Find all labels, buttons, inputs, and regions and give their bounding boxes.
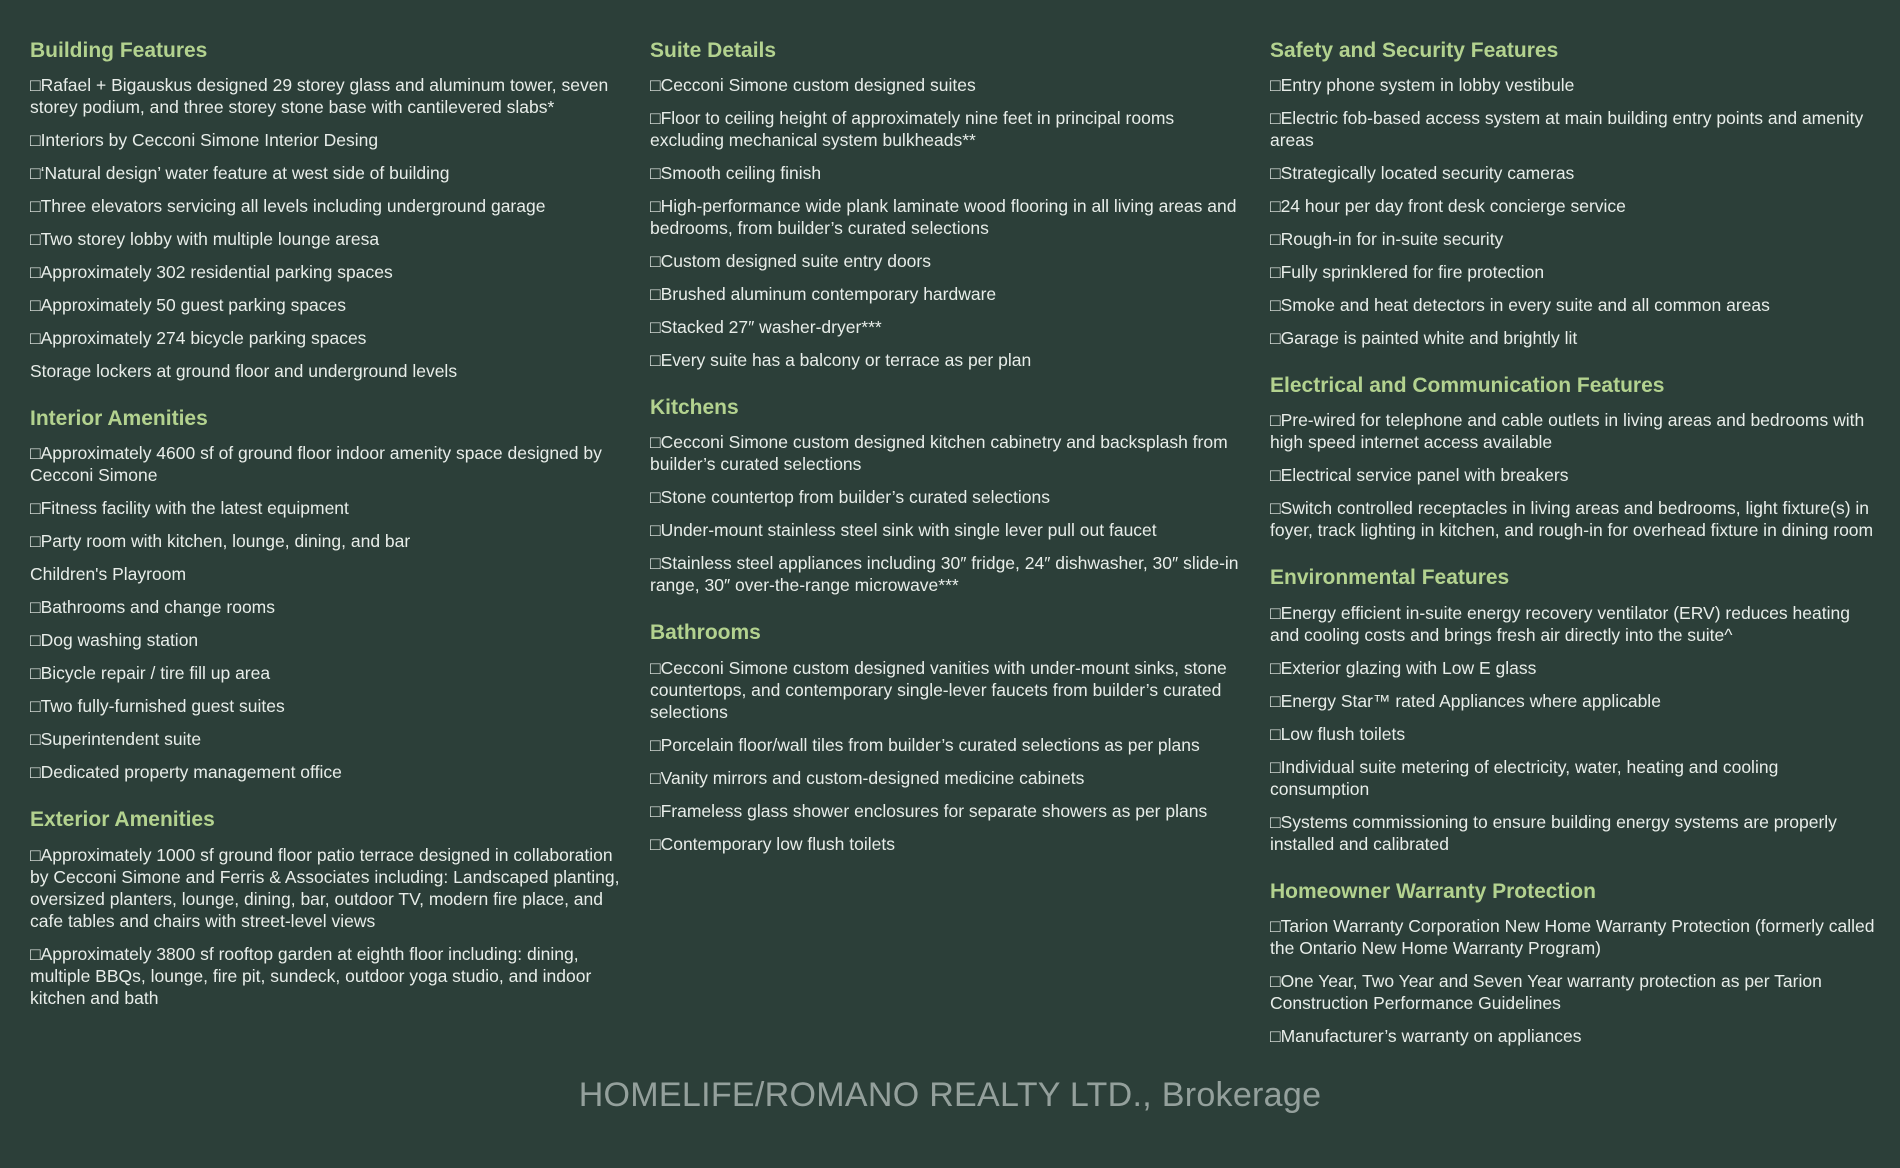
section-title: Exterior Amenities: [30, 808, 215, 832]
section-title: Safety and Security Features: [1270, 39, 1559, 62]
feature-item: □Two fully-furnished guest suites: [30, 696, 285, 717]
feature-item: □Custom designed suite entry doors: [650, 251, 931, 272]
feature-item: □Exterior glazing with Low E glass: [1270, 657, 1537, 678]
feature-item: □Electrical service panel with breakers: [1270, 465, 1569, 486]
feature-item: □Two storey lobby with multiple lounge aresa: [30, 229, 380, 250]
section-title: Building Features: [30, 39, 208, 62]
feature-item: □Party room with kitchen, lounge, dining, and bar: [30, 531, 411, 552]
feature-item: □High-performance wide plank laminate wood flooring in all living areas and bedrooms, from builder’s curated selections: [650, 196, 1237, 239]
feature-item: □Switch controlled receptacles in living areas and bedrooms, light fixture(s) in foyer, track lighting in kitchen, and rough-in for overhead fixture in dining room: [1270, 498, 1874, 541]
feature-item: □One Year, Two Year and Seven Year warranty protection as per Tarion Construction Performance Guidelines: [1270, 970, 1822, 1013]
feature-item: □‘Natural design’ water feature at west side of building: [30, 163, 450, 184]
feature-item: □Vanity mirrors and custom-designed medicine cabinets: [650, 767, 1085, 788]
feature-item: □Tarion Warranty Corporation New Home Warranty Protection (formerly called the Ontario New Home Warranty Program): [1270, 915, 1875, 958]
section-title: Electrical and Communication Features: [1270, 374, 1665, 398]
feature-item: □Three elevators servicing all levels including underground garage: [30, 196, 546, 217]
feature-section: [1270, 373, 1882, 541]
feature-item: □Stacked 27″ washer-dryer***: [650, 317, 882, 338]
feature-item: □Approximately 3800 sf rooftop garden at eighth floor including: dining, multiple BBQs, lounge, fire pit, sundeck, outdoor yoga studio, and indoor kitchen and bath: [30, 943, 592, 1008]
feature-item: □Dedicated property management office: [30, 762, 342, 783]
feature-item: □Every suite has a balcony or terrace as per plan: [650, 350, 1032, 371]
feature-item: □Cecconi Simone custom designed kitchen cabinetry and backsplash from builder’s curated selections: [650, 432, 1228, 475]
feature-section: [30, 38, 628, 382]
feature-item: □Smoke and heat detectors in every suite and all common areas: [1270, 295, 1770, 316]
feature-item: □Bathrooms and change rooms: [30, 597, 276, 618]
feature-section: [650, 395, 1248, 596]
feature-item: □Porcelain floor/wall tiles from builder’s curated selections as per plans: [650, 734, 1200, 755]
feature-item: Children's Playroom: [30, 564, 187, 585]
feature-item: □Interiors by Cecconi Simone Interior Desing: [30, 130, 379, 151]
feature-item: □Strategically located security cameras: [1270, 163, 1575, 184]
feature-item: □Stainless steel appliances including 30″ fridge, 24″ dishwasher, 30″ slide-in range, 30″ over-the-range microwave***: [650, 553, 1239, 596]
section-title: Interior Amenities: [30, 407, 208, 431]
feature-item: □Dog washing station: [30, 630, 199, 651]
feature-item: □Low flush toilets: [1270, 723, 1406, 744]
feature-item: □Fully sprinklered for fire protection: [1270, 262, 1545, 283]
feature-columns: [30, 38, 1882, 1071]
feature-item: □Individual suite metering of electricity, water, heating and cooling consumption: [1270, 756, 1779, 799]
section-title: Suite Details: [650, 39, 777, 62]
feature-item: □Garage is painted white and brightly lit: [1270, 328, 1578, 349]
feature-section: [30, 406, 628, 783]
feature-item: □Cecconi Simone custom designed vanities with under-mount sinks, stone countertops, and contemporary single-lever faucets from builder’s curated selections: [650, 657, 1227, 722]
feature-item: □Systems commissioning to ensure building energy systems are properly installed and calibrated: [1270, 811, 1837, 854]
feature-item: □Pre-wired for telephone and cable outlets in living areas and bedrooms with high speed internet access available: [1270, 410, 1865, 453]
section-title: Environmental Features: [1270, 566, 1510, 590]
column-left: [30, 38, 650, 1071]
feature-item: □Cecconi Simone custom designed suites: [650, 75, 976, 96]
column-middle: [650, 38, 1270, 1071]
feature-item: □Floor to ceiling height of approximately nine feet in principal rooms excluding mechanical system bulkheads**: [650, 108, 1175, 151]
feature-item: □Bicycle repair / tire fill up area: [30, 663, 271, 684]
feature-section: [650, 620, 1248, 854]
feature-item: □Stone countertop from builder’s curated selections: [650, 487, 1051, 508]
feature-item: □Approximately 1000 sf ground floor patio terrace designed in collaboration by Cecconi Simone and Ferris & Associates including: Landscaped planting, oversized planters, lounge, dining, bar, outdoor TV, modern fire place, and cafe tables and chairs with street-level views: [30, 844, 620, 931]
feature-section: [650, 38, 1248, 371]
feature-item: □Energy efficient in-suite energy recovery ventilator (ERV) reduces heating and cooling costs and brings fresh air directly into the suite^: [1270, 602, 1850, 645]
section-title: Bathrooms: [650, 621, 761, 645]
feature-item: □24 hour per day front desk concierge service: [1270, 196, 1626, 217]
feature-item: □Smooth ceiling finish: [650, 163, 822, 184]
feature-item: □Approximately 50 guest parking spaces: [30, 295, 347, 316]
feature-item: □Manufacturer’s warranty on appliances: [1270, 1025, 1582, 1046]
feature-item: □Approximately 302 residential parking spaces: [30, 262, 393, 283]
feature-item: Storage lockers at ground floor and underground levels: [30, 361, 458, 382]
feature-item: □Contemporary low flush toilets: [650, 833, 895, 854]
brokerage-watermark: HOMELIFE/ROMANO REALTY LTD., Brokerage: [578, 1076, 1322, 1114]
feature-item: □Fitness facility with the latest equipment: [30, 498, 349, 519]
feature-item: □Rough-in for in-suite security: [1270, 229, 1504, 250]
section-title: Homeowner Warranty Protection: [1270, 879, 1596, 903]
feature-item: □Entry phone system in lobby vestibule: [1270, 75, 1575, 96]
feature-item: □Under-mount stainless steel sink with single lever pull out faucet: [650, 520, 1157, 541]
feature-section: [1270, 879, 1882, 1047]
column-right: [1270, 38, 1882, 1071]
feature-section: [30, 807, 628, 1008]
section-title: Kitchens: [650, 396, 739, 420]
feature-item: □Energy Star™ rated Appliances where applicable: [1270, 690, 1661, 711]
feature-item: □Brushed aluminum contemporary hardware: [650, 284, 997, 305]
feature-item: □Electric fob-based access system at main building entry points and amenity areas: [1270, 108, 1864, 151]
feature-item: □Rafael + Bigauskus designed 29 storey glass and aluminum tower, seven storey podium, and three storey stone base with cantilevered slabs*: [30, 75, 609, 118]
feature-item: □Frameless glass shower enclosures for separate showers as per plans: [650, 800, 1208, 821]
feature-item: □Approximately 4600 sf of ground floor indoor amenity space designed by Cecconi Simone: [30, 443, 602, 486]
feature-section: [1270, 565, 1882, 854]
feature-item: □Approximately 274 bicycle parking spaces: [30, 328, 367, 349]
feature-section: [1270, 38, 1882, 349]
feature-item: □Superintendent suite: [30, 729, 202, 750]
